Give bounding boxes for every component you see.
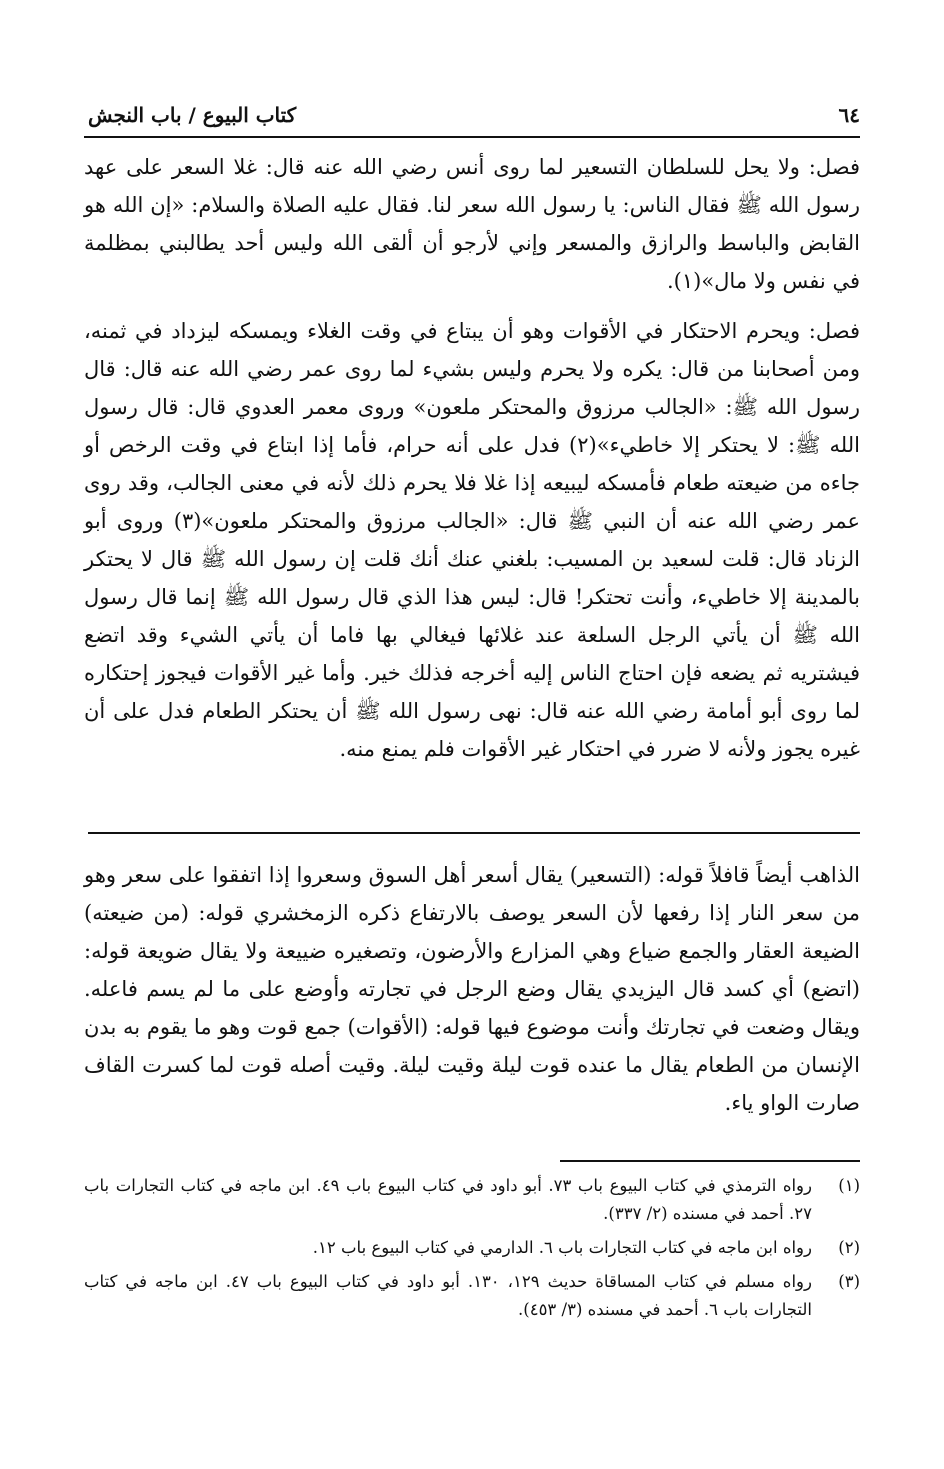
footnote-text: رواه مسلم في كتاب المساقاة حديث ١٢٩، ١٣٠. أبو داود في كتاب البيوع باب ٤٧. ابن ماجه في كتاب التجارات باب ٦. أحمد في مسنده (٣/ ٤٥٣). — [84, 1272, 812, 1319]
page-number: ٦٤ — [838, 103, 860, 127]
page-header — [88, 98, 860, 132]
footnote-number: (٣) — [838, 1272, 860, 1291]
header-divider — [84, 136, 860, 138]
main-paragraph-1: فصل: ولا يحل للسلطان التسعير لما روى أنس رضي الله عنه قال: غلا السعر على عهد رسول الله ﷺ فقال الناس: يا رسول الله سعر لنا. فقال عليه الصلاة والسلام: «إن الله هو القابض والباسط والرازق والمسعر وإني لأرجو أن ألقى الله وليس أحد يطالبني بمظلمة في نفس ولا مال»(١). — [84, 155, 860, 293]
running-title: كتاب البيوع / باب النجش — [88, 103, 297, 127]
footnote-text: رواه الترمذي في كتاب البيوع باب ٧٣. أبو داود في كتاب البيوع باب ٤٩. ابن ماجه في كتاب التجارات باب ٢٧. أحمد في مسنده (٢/ ٣٣٧). — [84, 1176, 812, 1223]
footnote-text: رواه ابن ماجه في كتاب التجارات باب ٦. الدارمي في كتاب البيوع باب ١٢. — [312, 1238, 812, 1257]
section-divider — [88, 832, 860, 834]
footnote-3 — [84, 1268, 860, 1324]
footnote-number: (١) — [838, 1176, 860, 1195]
footnote-1 — [84, 1172, 860, 1228]
footnote-divider — [560, 1160, 860, 1162]
footnote-number: (٢) — [838, 1238, 860, 1257]
commentary-paragraph: الذاهب أيضاً قافلاً قوله: (التسعير) يقال أسعر أهل السوق وسعروا إذا اتفقوا على سعر وهو من سعر النار إذا رفعها لأن السعر يوصف بالارتفاع ذكره الزمخشري قوله: (من ضيعته) الضيعة العقار والجمع ضياع وهي المزارع والأرضون، وتصغيره ضييعة ولا يقال ضويعة قوله: (اتضع) أي كسد قال اليزيدي يقال وضع الرجل في تجارته وأوضع على ما لم يسم فاعله. ويقال وضعت في تجارتك وأنت موضوع فيها قوله: (الأقوات) جمع قوت وهو ما يقوم به بدن الإنسان من الطعام يقال ما عنده قوت ليلة وقيت ليلة. وقيت أصله قوت لما كسرت القاف صارت الواو ياء. — [84, 863, 860, 1115]
main-paragraph-2: فصل: ويحرم الاحتكار في الأقوات وهو أن يبتاع في وقت الغلاء ويمسكه ليزداد في ثمنه، ومن أصحابنا من قال: يكره ولا يحرم وليس بشيء لما روى عمر رضي الله عنه قال: قال رسول الله ﷺ: «الجالب مرزوق والمحتكر ملعون» وروى معمر العدوي قال: قال رسول الله ﷺ: لا يحتكر إلا خاطيء»(٢) فدل على أنه حرام، فأما إذا ابتاع في وقت الرخص أو جاءه من ضيعته طعام فأمسكه ليبيعه إذا غلا فلا يحرم ذلك لأنه في معنى الجالب، وقد روى عمر رضي الله عنه أن النبي ﷺ قال: «الجالب مرزوق والمحتكر ملعون»(٣) وروى أبو الزناد قال: قلت لسعيد بن المسيب: بلغني عنك أنك قلت إن رسول الله ﷺ قال لا يحتكر بالمدينة إلا خاطيء، وأنت تحتكر! قال: ليس هذا الذي قال رسول الله ﷺ إنما قال رسول الله ﷺ أن يأتي الرجل السلعة عند غلائها فيغالي بها فاما أن يأتي الشيء وقد اتضع فيشتريه ثم يضعه فإن احتاج الناس إليه أخرجه فذلك خير. وأما غير الأقوات فيجوز إحتكاره لما روى أبو أمامة رضي الله عنه قال: نهى رسول الله ﷺ أن يحتكر الطعام فدل على أن غيره يجوز ولأنه لا ضرر في احتكار غير الأقوات فلم يمنع منه. — [84, 319, 860, 761]
footnote-2 — [84, 1234, 860, 1262]
footnotes — [84, 1172, 860, 1330]
